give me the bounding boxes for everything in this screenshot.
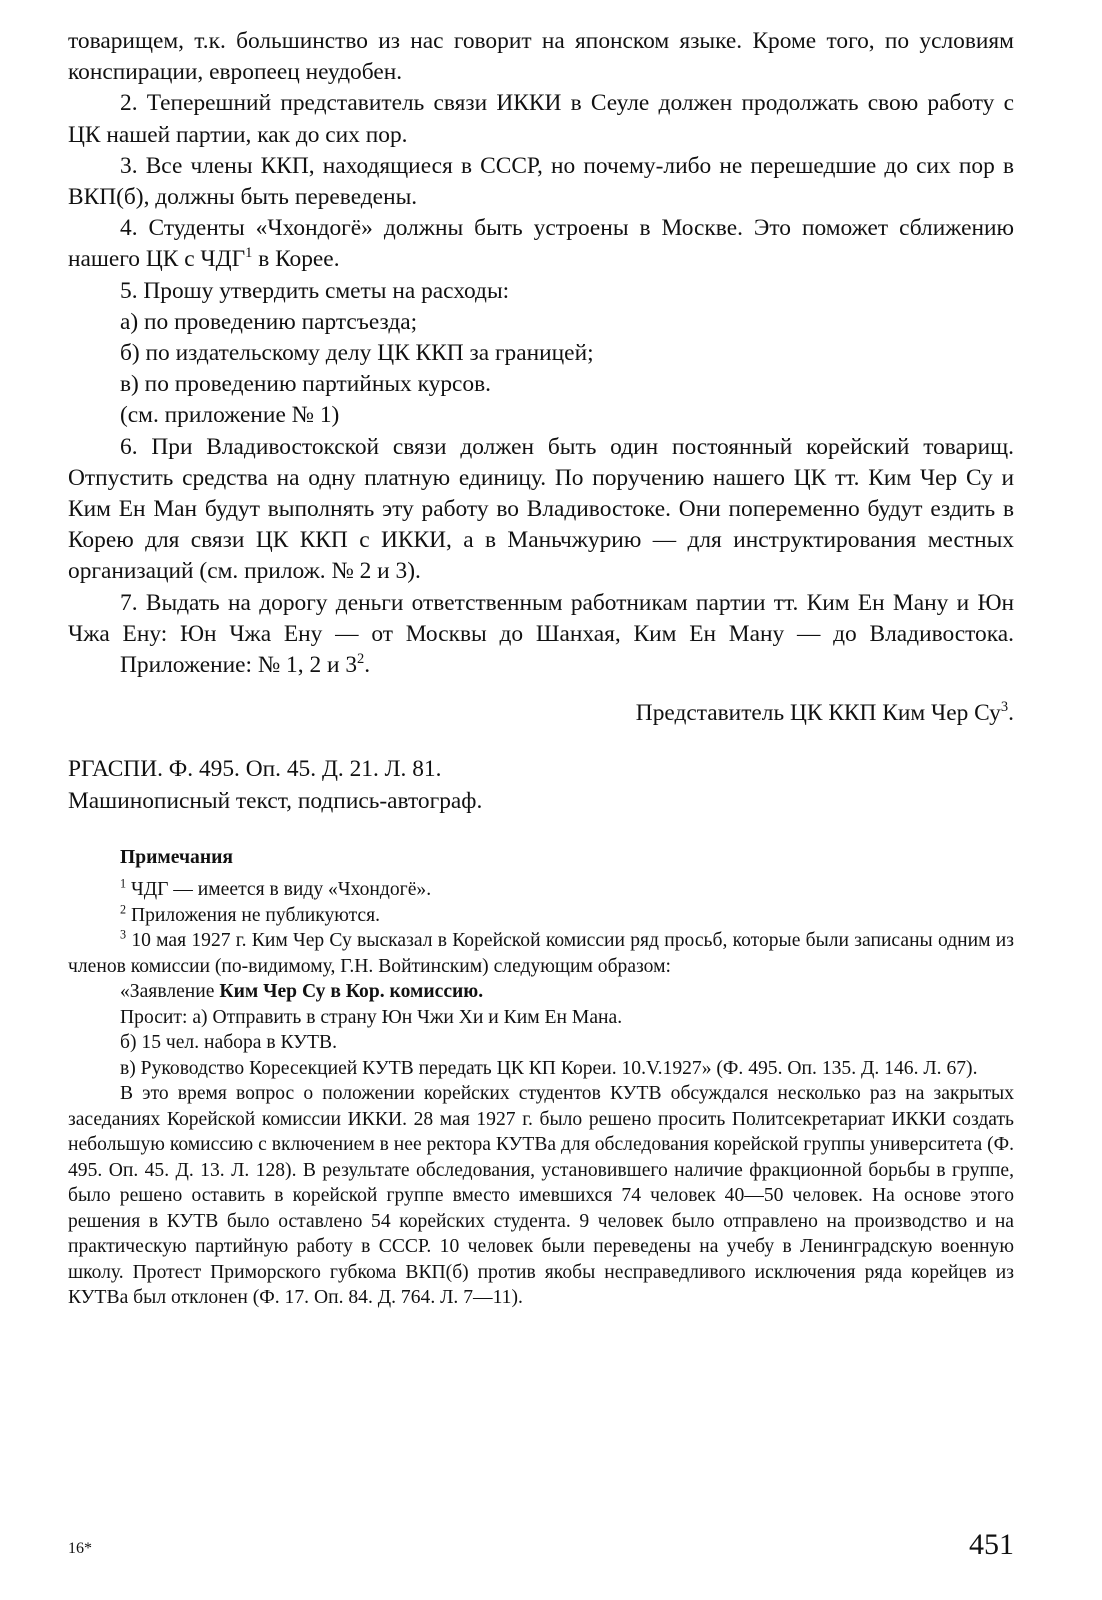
request-a: Просит: а) Отправить в страну Юн Чжи Хи и Ким Ен Мана. (120, 1006, 623, 1028)
notes-paragraph: В это время вопрос о положении корейских студентов КУТВ обсуждался несколько раз на закрытых заседаниях Корейской комиссии ИККИ. 28 мая 1927 г. было решено просить Политсекретариат ИККИ создать небольшую комиссию с включением в нее ректора КУТВа для обследования корейской группы университета (Ф. 495. Оп. 45. Д. 13. Л. 128). В результате обследования, установившего наличие фракционной борьбы в группе, было решено оставить в корейской группе вместо имевшихся 74 человек 40—50 человек. На основе этого решения в КУТВ было оставлено 54 корейских студента. 9 человек было отправлено на производство и на практическую партийную работу в СССР. 10 человек были переведены на учебу в Ленинградскую военную школу. Протест Приморского губкома ВКП(б) против якобы несправедливого исключения ряда корейцев из КУТВа был отклонен (Ф. 17. Оп. 84. Д. 764. Л. 7—11). (68, 1083, 1014, 1309)
item-5-c: в) по проведению партийных курсов. (120, 371, 491, 398)
note-2-number: 2 (120, 902, 127, 917)
item-4-text: 4. Студенты «Чхондогё» должны быть устроены в Москве. Это поможет сближению нашего ЦК с ЧДГ (68, 215, 1014, 273)
item-5: 5. Прошу утвердить сметы на расходы: (120, 277, 510, 304)
request-c: в) Руководство Коресекцией КУТВ передать ЦК КП Кореи. 10.V.1927» (Ф. 495. Оп. 135. Д. 146. Л. 67). (120, 1057, 978, 1079)
item-5-ref: (см. приложение № 1) (120, 402, 340, 429)
notes-section (68, 845, 1014, 1311)
item-2: 2. Теперешний представитель связи ИККИ в Сеуле должен продолжать свою работу с ЦК нашей партии, как до сих пор. (68, 90, 1014, 148)
page-footer (68, 1528, 1014, 1568)
statement-title (68, 979, 1014, 1005)
note-1-text: ЧДГ — имеется в виду «Чхондогё». (126, 879, 432, 901)
note-1-number: 1 (120, 876, 127, 891)
item-6: 6. При Владивостокской связи должен быть один постоянный корейский товарищ. Отпустить средства на одну платную единицу. По поручению нашего ЦК тт. Ким Чер Су и Ким Ен Ман будут выполнять эту работу во Владивостоке. Они попеременно будут ездить в Корею для связи ЦК ККП с ИККИ, а в Маньчжурию — для инструктирования местных организаций (см. прилож. № 2 и 3). (68, 433, 1014, 585)
appendix-line (68, 650, 1014, 681)
archive-reference (68, 754, 1014, 816)
archive-ref: РГАСПИ. Ф. 495. Оп. 45. Д. 21. Л. 81. (68, 756, 442, 783)
item-4-tail: в Корее. (252, 246, 340, 273)
note-2 (68, 903, 1014, 929)
signature-mark: 16* (68, 1540, 92, 1557)
archive-desc: Машинописный текст, подпись-автограф. (68, 787, 483, 814)
notes-heading: Примечания (120, 846, 234, 868)
page-content (68, 26, 1014, 1311)
note-2-text: Приложения не публикуются. (126, 904, 381, 926)
footnote-ref-3: 3 (1000, 699, 1009, 716)
signature-period: . (1008, 700, 1014, 727)
item-5-b: б) по издательскому делу ЦК ККП за границей; (120, 340, 594, 367)
request-b: б) 15 чел. набора в КУТВ. (120, 1032, 337, 1054)
page-number: 451 (969, 1528, 1014, 1561)
item-5-a: а) по проведению партсъезда; (120, 308, 418, 335)
signature-line (68, 698, 1014, 729)
item-4 (68, 213, 1014, 275)
paragraph-continuation: товарищем, т.к. большинство из нас говорит на японском языке. Кроме того, по условиям конспирации, европеец неудобен. (68, 28, 1014, 86)
signature-text: Представитель ЦК ККП Ким Чер Су (635, 700, 1001, 727)
footnote-ref-2: 2 (357, 651, 365, 668)
item-7: 7. Выдать на дорогу деньги ответственным работникам партии тт. Ким Ен Ману и Юн Чжа Ену: Юн Чжа Ену — от Москвы до Шанхая, Ким Ен Ману — до Владивостока. (68, 589, 1014, 647)
main-text (68, 26, 1014, 729)
note-3 (68, 928, 1014, 979)
note-1 (68, 877, 1014, 903)
footnote-ref-1: 1 (245, 245, 253, 262)
statement-prefix: «Заявление (120, 981, 220, 1003)
appendix-period: . (364, 652, 371, 679)
appendix-text: Приложение: № 1, 2 и 3 (120, 652, 358, 679)
note-3-number: 3 (120, 927, 127, 942)
statement-bold: Ким Чер Су в Кор. комиссию. (219, 981, 484, 1003)
item-3: 3. Все члены ККП, находящиеся в СССР, но почему-либо не перешедшие до сих пор в ВКП(б), должны быть переведены. (68, 152, 1014, 211)
note-3-text: 10 мая 1927 г. Ким Чер Су высказал в Корейской комиссии ряд просьб, которые были записаны одним из членов комиссии (по-видимому, Г.Н. Войтинским) следующим образом: (68, 930, 1014, 977)
